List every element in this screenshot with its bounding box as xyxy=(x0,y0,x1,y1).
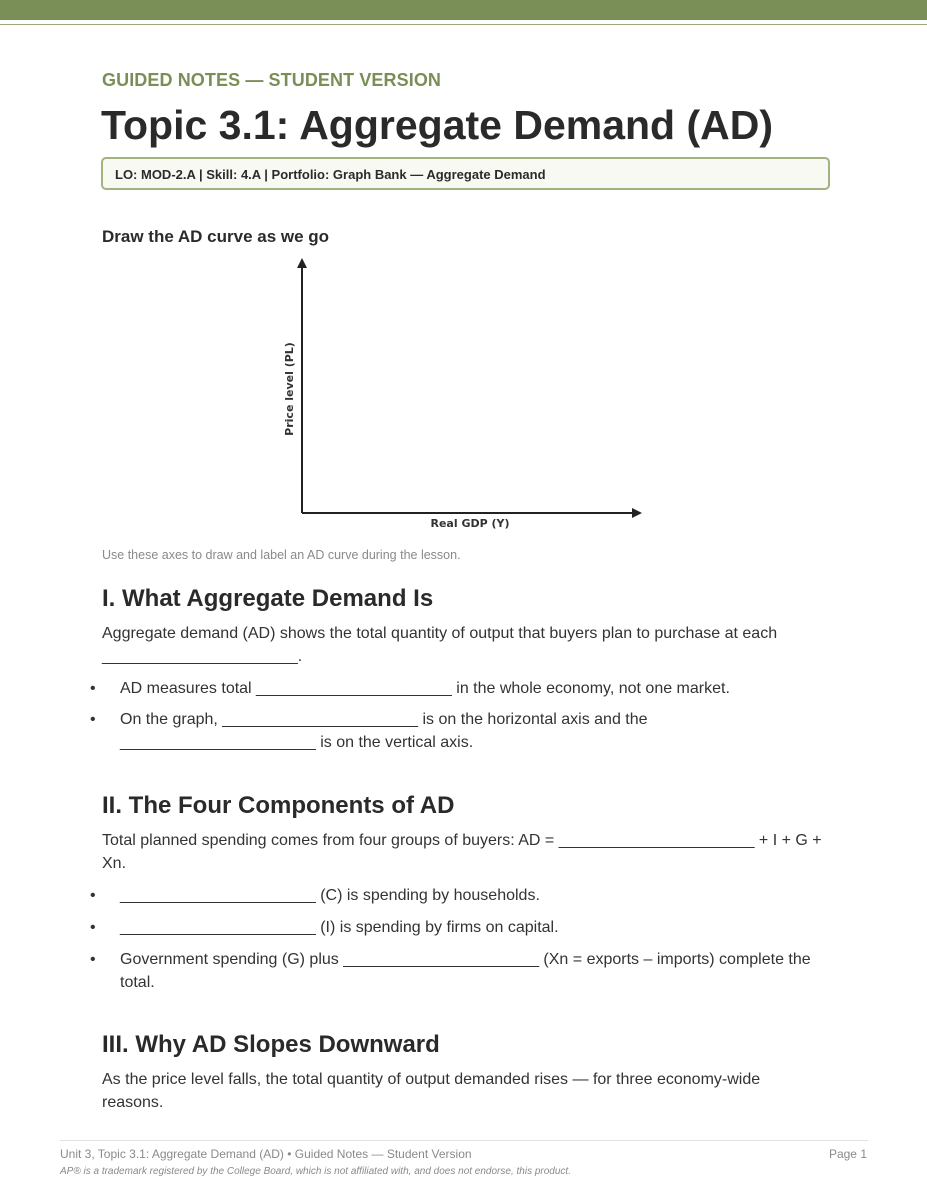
bullet-dot: • xyxy=(90,680,96,697)
bullet-dot: • xyxy=(90,951,96,968)
learning-objective-box: LO: MOD-2.A | Skill: 4.A | Portfolio: Graph Bank — Aggregate Demand xyxy=(101,157,830,190)
trademark-note: AP® is a trademark registered by the College Board, which is not affiliated with, and does not endorse, this product. xyxy=(60,1166,571,1177)
document-kicker: GUIDED NOTES — STUDENT VERSION xyxy=(102,70,442,90)
bullet-dot: • xyxy=(90,919,96,936)
x-axis-arrow xyxy=(632,508,642,518)
page-title: Topic 3.1: Aggregate Demand (AD) xyxy=(101,102,774,148)
y-axis-arrow xyxy=(297,258,307,268)
list-item-text: AD measures total ______________________ in the whole economy, not one market. xyxy=(120,680,730,697)
list-item xyxy=(90,916,832,939)
list-item-text: Government spending (G) plus ______________________ (Xn = exports – imports) complete the total. xyxy=(120,951,811,991)
section1-intro: Aggregate demand (AD) shows the total quantity of output that buyers plan to purchase at each ______________________. xyxy=(102,625,778,665)
x-axis-label: Real GDP (Y) xyxy=(430,517,510,530)
list-item xyxy=(90,677,832,700)
bullet-dot: • xyxy=(90,887,96,904)
top-color-band xyxy=(0,0,927,20)
list-item-text: On the graph, ______________________ is on the horizontal axis and the ______________________ is on the vertical axis. xyxy=(120,711,648,751)
y-axis-label: Price level (PL) xyxy=(283,342,296,436)
section-heading-why-ad-slopes: III. Why AD Slopes Downward xyxy=(102,1031,440,1058)
list-item-text: ______________________ (I) is spending by firms on capital. xyxy=(120,919,559,936)
section2-intro: Total planned spending comes from four groups of buyers: AD = ______________________ + I + G + Xn. xyxy=(102,832,822,872)
section-heading-what-ad-is: I. What Aggregate Demand Is xyxy=(102,585,434,612)
section3-intro: As the price level falls, the total quantity of output demanded rises — for three economy-wide reasons. xyxy=(102,1071,761,1111)
footer-rule xyxy=(60,1140,868,1141)
blank-ad-axes xyxy=(270,250,660,540)
footer-running-title: Unit 3, Topic 3.1: Aggregate Demand (AD) • Guided Notes — Student Version xyxy=(60,1147,472,1161)
section-heading-four-components: II. The Four Components of AD xyxy=(102,792,455,819)
bullet-dot: • xyxy=(90,711,96,728)
page-number: Page 1 xyxy=(828,1147,867,1161)
graph-heading: Draw the AD curve as we go xyxy=(102,227,330,246)
list-item xyxy=(90,948,832,994)
top-rule xyxy=(0,24,927,25)
list-item xyxy=(90,884,832,907)
list-item xyxy=(90,708,832,754)
graph-caption: Use these axes to draw and label an AD curve during the lesson. xyxy=(102,548,461,562)
list-item-text: ______________________ (C) is spending by households. xyxy=(120,887,540,904)
